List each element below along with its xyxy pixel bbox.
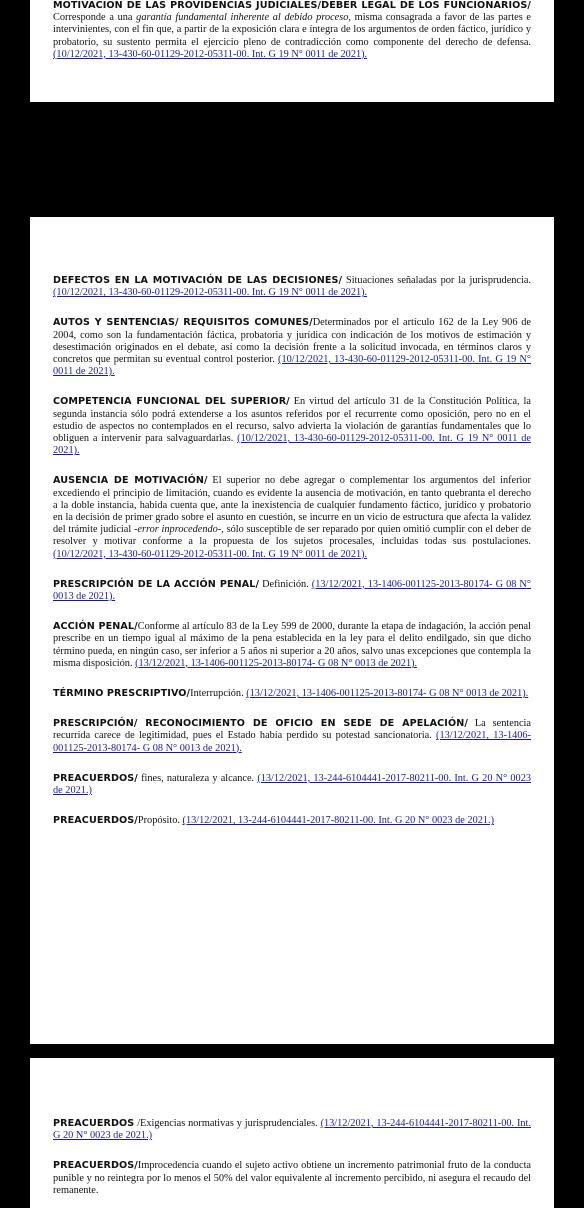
jurisprudence-entry [53, 317, 531, 378]
entry-citation-link[interactable]: (13/12/2021, 13-244-6104441-2017-80211-00. Int. G 20 N° 0023 de 2021.) [53, 1118, 531, 1142]
entry-heading: PREACUERDOS/ [53, 772, 138, 784]
entry-citation-link[interactable]: (13/12/2021, 13-244-6104441-2017-80211-00. Int. G 20 N° 0023 de 2021.) [53, 772, 531, 797]
entry-citation-link[interactable]: (13/12/2021, 13-244-6104441-2017-80211-00. Int. G 20 N° 0023 de 2021.) [182, 815, 495, 827]
entry-heading: PRESCRIPCIÓN/ RECONOCIMIENTO DE OFICIO EN SEDE DE APELACIÓN/ [53, 718, 468, 730]
document-page-3 [30, 1058, 554, 1208]
entry-heading: PREACUERDOS/ [53, 815, 138, 827]
document-page-1 [30, 0, 554, 102]
entry-heading: DEFECTOS EN LA MOTIVACIÓN DE LAS DECISIONES/ [53, 275, 343, 286]
entry-text: La sentencia recurrida carece de legitimidad, pues el Estado había perdido su potestad sancionatoria. [53, 718, 531, 742]
document-page-2 [30, 217, 554, 1044]
entry-text: El superior no debe agregar o complementar los argumentos del inferior excediendo el principio de limitación, cuando es evidente la ausencia de motivación, en tanto quebranta el derecho a la doble instancia, habida cuenta que, ante la inexistencia de cualquier fundamento fáctico, jurídico y probatorio en la decisión de primer grado sobre el asunto en cuestión, se incurre en un vicio de estructura que afecta la validez del trámite judicial - [53, 475, 531, 536]
entry-text: fines, naturaleza y alcance. [137, 772, 258, 784]
entry-citation-link[interactable]: (13/12/2021, 13-1406-001125-2013-80174- G 08 N° 0013 de 2021). [53, 730, 531, 754]
entry-text: Interrupción. [190, 688, 247, 700]
jurisprudence-entry [53, 396, 531, 457]
jurisprudence-entry [53, 1160, 531, 1197]
jurisprudence-entry [53, 773, 531, 797]
entry-heading: COMPETENCIA FUNCIONAL DEL SUPERIOR/ [53, 396, 290, 408]
entry-heading: PREACUERDOS [53, 1118, 135, 1129]
entry-text-continued: , misma consagrada a favor de las partes e intervinientes, con el fin que, a partir de la exposición clara e íntegra de los argumentos de orden fáctico, jurídico y probatorio, su sustento permita el ejercicio pleno de contradicción como componente del derecho de defensa. [53, 12, 531, 48]
entry-heading: ACCIÓN PENAL/ [53, 621, 138, 633]
entry-heading: PRESCRIPCIÓN DE LA ACCIÓN PENAL/ [53, 578, 260, 590]
entry-text: Conforme al artículo 83 de la Ley 599 de 2000, durante la etapa de indagación, la acción penal prescribe en un tiempo igual al máximo de la pena establecida en la ley para el delito endilgado, sin que dicho término pueda, en ningún caso, ser inferior a 5 años ni superior a 20 años, salvo unas excepciones que contempla la misma disposición. [53, 621, 531, 669]
entry-text: En virtud del artículo 31 de la Constitución Política, la segunda instancia sólo podrá extenderse a los asuntos referidos por el recurrente como oposición, pero no en el estudio de aspectos no contemplados en el recurso, salvo advierta la violación de garantías fundamentales que lo obliguen a intervenir para salvaguardarlas. [53, 396, 531, 445]
entry-text: Corresponde a una [53, 12, 137, 24]
entry-text: Propósito. [137, 815, 183, 827]
entry-text-continued: -, sólo susceptible de ser reparado por quien omitió cumplir con el deber de resolver y motivar conforme a la propuesta de los sujetos procesales, incluidas todas sus postulaciones. [53, 524, 531, 548]
entry-italic-text: error inprocedendo [137, 524, 218, 536]
entry-citation-link[interactable]: (13/12/2021, 13-1406-001125-2013-80174- G 08 N° 0013 de 2021). [246, 688, 529, 700]
entry-heading: AUTOS Y SENTENCIAS/ REQUISITOS COMUNES/ [53, 317, 313, 329]
jurisprudence-entry [53, 718, 531, 755]
entry-citation-link[interactable]: (10/12/2021, 13-430-60-01129-2012-05311-00. Int. G 19 N° 0011 de 2021). [53, 354, 531, 378]
entry-citation-link[interactable]: (13/12/2021, 13-1406-001125-2013-80174- G 08 N° 0013 de 2021). [135, 657, 418, 669]
jurisprudence-entry [53, 688, 531, 700]
entry-heading: PREACUERDOS/ [53, 1160, 138, 1172]
entry-citation-link[interactable]: (10/12/2021, 13-430-60-01129-2012-05311-00. Int. G 19 N° 0011 de 2021). [53, 48, 368, 60]
entry-citation-link[interactable]: (10/12/2021, 13-430-60-01129-2012-05311-00. Int. G 19 N° 0011 de 2021). [53, 433, 531, 457]
entry-text: Situaciones señaladas por la jurisprudencia. [342, 275, 531, 286]
entry-text: Definición. [259, 578, 312, 590]
jurisprudence-entry [53, 0, 531, 61]
entry-text: Determinados por el artículo 162 de la Ley 906 de 2004, como son la fundamentación fáctica, probatoria y jurídica con indicación de los motivos de estimación y desestimación originados en el debate, así como la decisión frente a la solicitud invocada, en términos claros y concretos que permitan su eventual control posterior. [53, 317, 531, 366]
entry-heading: AUSENCIA DE MOTIVACIÓN/ [53, 475, 208, 487]
jurisprudence-entry [53, 621, 531, 670]
entry-heading: MOTIVACIÓN DE LAS PROVIDENCIAS JUDICIALES/DEBER LEGAL DE LOS FUNCIONARIOS/ [53, 0, 531, 11]
jurisprudence-entry [53, 579, 531, 603]
entry-citation-link[interactable]: (10/12/2021, 13-430-60-01129-2012-05311-00. Int. G 19 N° 0011 de 2021). [53, 548, 368, 560]
entry-citation-link[interactable]: (10/12/2021, 13-430-60-01129-2012-05311-00. Int. G 19 N° 0011 de 2021). [53, 287, 368, 299]
entry-text: Improcedencia cuando el sujeto activo obtiene un incremento patrimonial fruto de la conducta punible y no reintegra por lo menos el 50% del valor equivalente al incremento percibido, ni asegura el recaudo del remanente. [53, 1160, 531, 1196]
jurisprudence-entry [53, 475, 531, 560]
entry-heading: TÉRMINO PRESCRIPTIVO/ [53, 688, 191, 700]
entry-text: /Exigencias normativas y jurisprudenciales. [134, 1118, 321, 1129]
entry-citation-link[interactable]: (13/12/2021, 13-1406-001125-2013-80174- G 08 N° 0013 de 2021). [53, 578, 531, 603]
jurisprudence-entry [53, 1118, 531, 1142]
jurisprudence-entry [53, 815, 531, 827]
entry-italic-text: garantía fundamental inherente al debido proceso [136, 12, 349, 24]
jurisprudence-entry [53, 275, 531, 299]
